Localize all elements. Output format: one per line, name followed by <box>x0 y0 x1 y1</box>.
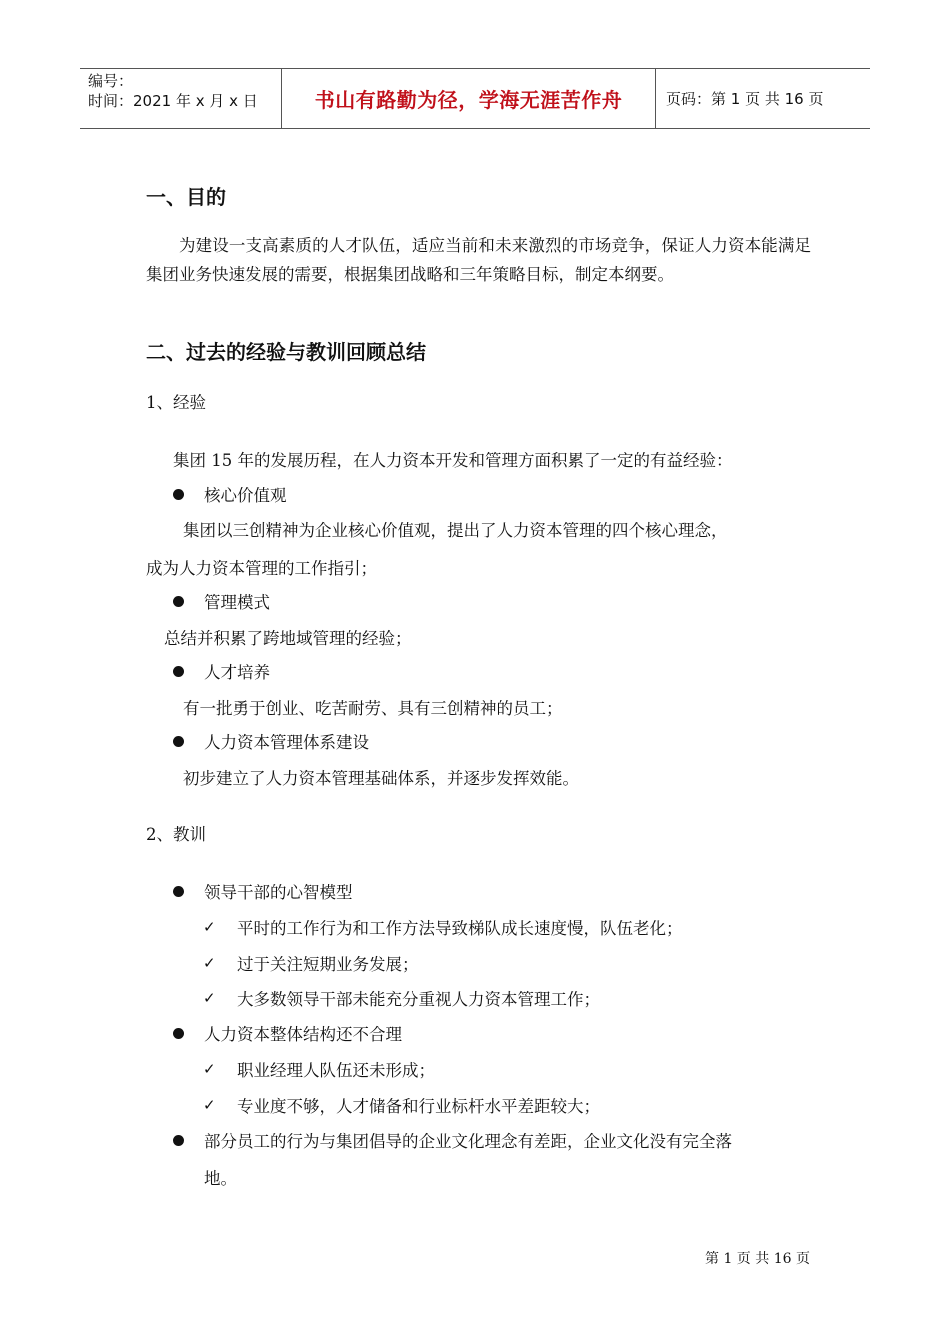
subsection-title-lessons: 2、教训 <box>146 825 206 844</box>
list-item <box>173 729 369 753</box>
check-mark-icon: ✓ <box>203 918 216 936</box>
bullet-icon <box>173 1028 184 1039</box>
bullet-icon <box>173 666 184 677</box>
experience-item-title: 人力资本管理体系建设 <box>204 733 369 752</box>
page-footer: 第 1 页 共 16 页 <box>705 1251 810 1267</box>
lesson-item-title: 部分员工的行为与集团倡导的企业文化理念有差距，企业文化没有完全落 <box>204 1132 732 1151</box>
experience-item-desc: 集团以三创精神为企业核心价值观，提出了人力资本管理的四个核心理念， <box>183 521 728 540</box>
list-item <box>203 1057 435 1081</box>
list-item <box>203 1093 600 1117</box>
check-mark-icon: ✓ <box>203 1096 216 1114</box>
bullet-icon <box>173 489 184 500</box>
doc-date-label: 时间：2021 年 x 月 x 日 <box>88 92 258 110</box>
page-header <box>80 68 870 129</box>
check-mark-icon: ✓ <box>203 989 216 1007</box>
bullet-icon <box>173 886 184 897</box>
bullet-icon <box>173 596 184 607</box>
experience-item-title: 人才培养 <box>204 663 270 682</box>
lesson-item-title: 人力资本整体结构还不合理 <box>204 1025 402 1044</box>
lesson-check-text: 大多数领导干部未能充分重视人力资本管理工作； <box>237 990 600 1009</box>
experience-item-desc: 有一批勇于创业、吃苦耐劳、具有三创精神的员工； <box>183 699 563 718</box>
check-mark-icon: ✓ <box>203 954 216 972</box>
experience-item-title: 管理模式 <box>204 593 270 612</box>
header-motto: 书山有路勤为径，学海无涯苦作舟 <box>282 69 656 128</box>
check-mark-icon: ✓ <box>203 1060 216 1078</box>
experience-item-desc: 成为人力资本管理的工作指引； <box>146 559 377 578</box>
bullet-icon <box>173 1135 184 1146</box>
list-item <box>203 915 683 939</box>
list-item <box>173 879 353 903</box>
purpose-paragraph: 为建设一支高素质的人才队伍，适应当前和未来激烈的市场竞争，保证人力资本能满足集团业务快速发展的需要，根据集团战略和三年策略目标，制定本纲要。 <box>146 236 811 284</box>
lesson-check-text: 专业度不够，人才储备和行业标杆水平差距较大； <box>237 1097 600 1116</box>
lesson-check-text: 职业经理人队伍还未形成； <box>237 1061 435 1080</box>
section-title-purpose: 一、目的 <box>146 185 226 209</box>
list-item <box>173 659 270 683</box>
list-item <box>203 986 600 1010</box>
section-title-review: 二、过去的经验与教训回顾总结 <box>146 340 426 364</box>
list-item <box>173 1128 732 1152</box>
lesson-item-title-cont: 地。 <box>204 1169 237 1188</box>
doc-number-label: 编号： <box>88 72 134 90</box>
lesson-check-text: 平时的工作行为和工作方法导致梯队成长速度慢，队伍老化； <box>237 919 683 938</box>
subsection-title-experience: 1、经验 <box>146 393 206 412</box>
experience-item-desc: 初步建立了人力资本管理基础体系，并逐步发挥效能。 <box>183 769 579 788</box>
lesson-check-text: 过于关注短期业务发展； <box>237 955 419 974</box>
list-item <box>173 589 270 613</box>
bullet-icon <box>173 736 184 747</box>
header-page-info: 页码：第 1 页 共 16 页 <box>666 90 824 108</box>
list-item <box>203 951 419 975</box>
experience-item-title: 核心价值观 <box>204 486 287 505</box>
experience-item-desc: 总结并积累了跨地域管理的经验； <box>164 629 412 648</box>
experience-intro: 集团 15 年的发展历程，在人力资本开发和管理方面积累了一定的有益经验： <box>173 451 733 470</box>
lesson-item-title: 领导干部的心智模型 <box>204 883 353 902</box>
header-meta <box>80 69 282 128</box>
list-item <box>173 1021 402 1045</box>
list-item <box>173 482 287 506</box>
